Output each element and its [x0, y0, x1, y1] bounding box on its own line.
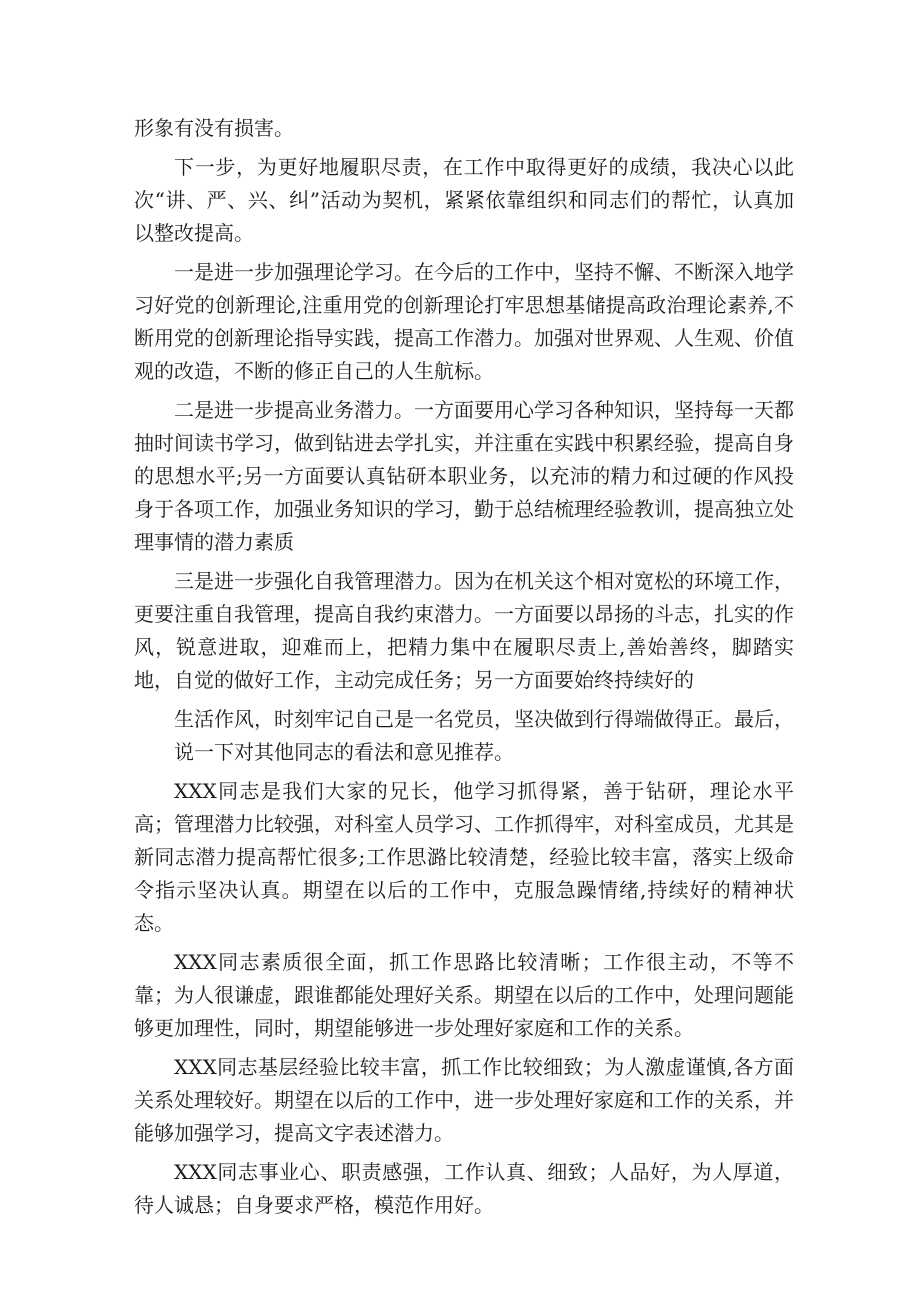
paragraph-life-style: 生活作风，时刻牢记自己是一名党员，坚决做到行得端做得正。最后，说一下对其他同志的看法和意见推荐。 — [174, 707, 794, 764]
paragraph-self-management: 三是进一步强化自我管理潜力。因为在机关这个相对宽松的环境工作，更要注重自我管理，提高自我约束潜力。一方面要以昂扬的斗志，扎实的作风，锐意进取，迎难而上，把精力集中在履职尽责上,善始善终，脚踏实地，自觉的做好工作，主动完成任务；另一方面要始终持续好的 — [134, 569, 794, 692]
paragraph-continuation: 形象有没有损害。 — [134, 116, 294, 140]
paragraph-colleague-2: XXX同志素质很全面，抓工作思路比较清晰；工作很主动，不等不靠；为人很谦虚，跟谁都能处理好关系。期望在以后的工作中，处理问题能够更加理性，同时，期望能够进一步处理好家庭和工作的关系。 — [134, 950, 794, 1040]
paragraph-business-ability: 二是进一步提高业务潜力。一方面要用心学习各种知识，坚持每一天都抽时间读书学习，做到钻进去学扎实，并注重在实践中积累经验，提高自身的思想水平;另一方面要认真钻研本职业务，以充沛的精力和过硬的作风投身于各项工作，加强业务知识的学习，勤于总结梳理经验教训，提高独立处理事情的潜力素质 — [134, 398, 794, 554]
document-body — [134, 112, 794, 1228]
paragraph-colleague-3: XXX同志基层经验比较丰富，抓工作比较细致；为人激虚谨慎,各方面关系处理较好。期望在以后的工作中，进一步处理好家庭和工作的关系，并能够加强学习，提高文字表述潜力。 — [134, 1055, 794, 1145]
paragraph-theory-study: 一是进一步加强理论学习。在今后的工作中，坚持不懈、不断深入地学习好党的创新理论,注重用党的创新理论打牢思想基储提高政治理论素养,不断用党的创新理论指导实践，提高工作潜力。加强对世界观、人生观、价值观的改造，不断的修正自己的人生航标。 — [134, 260, 794, 383]
paragraph-colleague-1: XXX同志是我们大家的兄长，他学习抓得紧，善于钻研，理论水平高；管理潜力比较强，对科室人员学习、工作抓得牢，对科室成员，尤其是新同志潜力提高帮忙很多;工作思潞比较清楚，经验比较丰富，落实上级命令指示坚决认真。期望在以后的工作中，克服急躁情绪,持续好的精神状态。 — [134, 779, 794, 935]
paragraph-next-steps: 下一步，为更好地履职尽责，在工作中取得更好的成绩，我决心以此次“讲、严、兴、纠”活动为契机，紧紧依靠组织和同志们的帮忙，认真加以整改提高。 — [134, 155, 794, 245]
paragraph-colleague-4: XXX同志事业心、职责感强，工作认真、细致；人品好，为人厚道，待人诚恳；自身要求严格，模范作用好。 — [134, 1160, 794, 1217]
